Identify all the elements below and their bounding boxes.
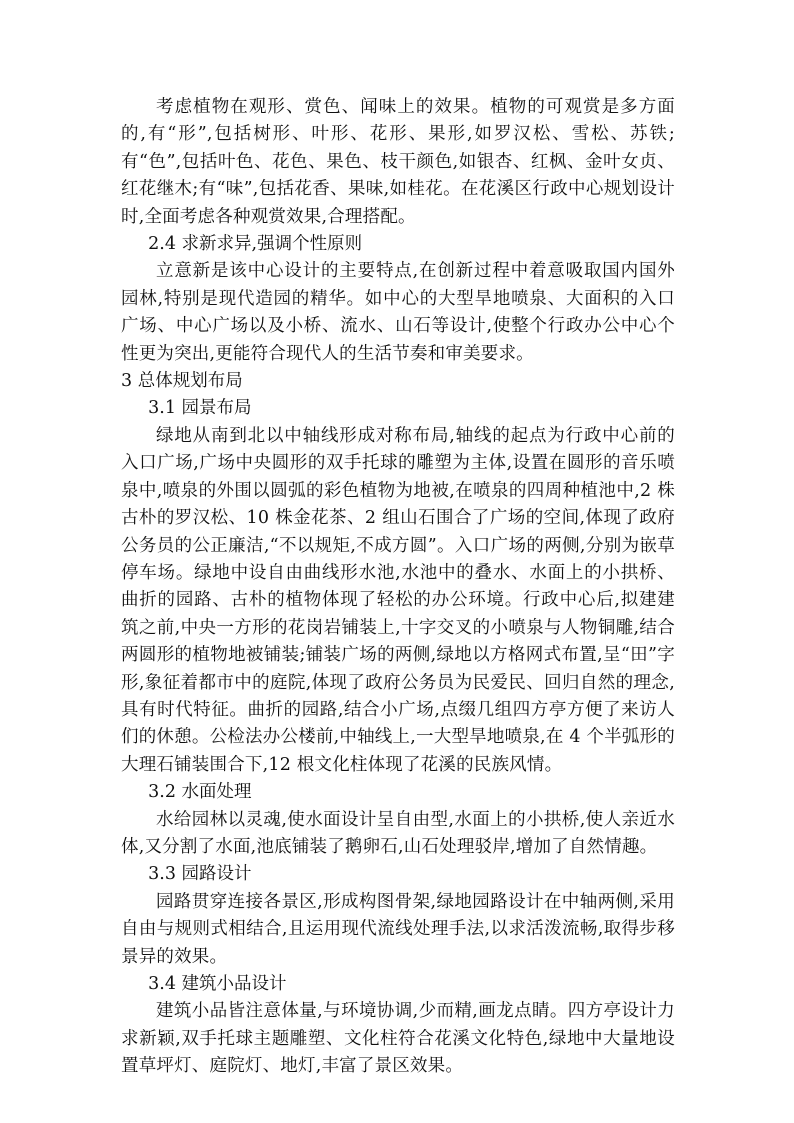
heading-3-overall-layout: 3 总体规划布局	[121, 371, 243, 392]
paragraph-innovation: 立意新是该中心设计的主要特点,在创新过程中着意吸取国内国外园林,特别是现代造园的精华。如中心的大型旱地喷泉、大面积的入口广场、中心广场以及小桥、流水、山石等设计,使整个行政办公中心个性更为突出,更能符合现代人的生活节奏和审美要求。	[121, 261, 675, 364]
paragraph-paths: 园路贯穿连接各景区,形成构图骨架,绿地园路设计在中轴两侧,采用自由与规则式相结合,且运用现代流线处理手法,以求活泼流畅,取得步移景异的效果。	[121, 891, 675, 967]
heading-3-2-water: 3.2 水面处理	[148, 782, 252, 803]
heading-2-4-innovation: 2.4 求新求异,强调个性原则	[148, 234, 363, 255]
heading-3-1-garden-layout: 3.1 园景布局	[148, 398, 252, 419]
paragraph-plant-viewing: 考虑植物在观形、赏色、闻味上的效果。植物的可观赏是多方面的,有“形”,包括树形、叶形、花形、果形,如罗汉松、雪松、苏铁;有“色”,包括叶色、花色、果色、枝干颜色,如银杏、红枫、金叶女贞、红花继木;有“味”,包括花香、果味,如桂花。在花溪区行政中心规划设计时,全面考虑各种观赏效果,合理搭配。	[121, 97, 675, 227]
paragraph-garden-layout: 绿地从南到北以中轴线形成对称布局,轴线的起点为行政中心前的入口广场,广场中央圆形的双手托球的雕塑为主体,设置在圆形的音乐喷泉中,喷泉的外围以圆弧的彩色植物为地被,在喷泉的四周种植池中,2 株古朴的罗汉松、10 株金花茶、2 组山石围合了广场的空间,体现了政府公务员的公正廉洁,“不以规矩,不成方圆”。入口广场的两侧,分别为嵌草停车场。绿地中设自由曲线形水池,水池中的叠水、水面上的小拱桥、曲折的园路、古朴的植物体现了轻松的办公环境。行政中心后,拟建建筑之前,中央一方形的花岗岩铺装上,十字交叉的小喷泉与人物铜雕,结合两圆形的植物地被铺装;铺装广场的两侧,绿地以方格网式布置,呈“田”字形,象征着都市中的庭院,体现了政府公务员为民爱民、回归自然的理念,具有时代特征。曲折的园路,结合小广场,点缀几组四方亭方便了来访人们的休憩。公检法办公楼前,中轴线上,一大型旱地喷泉,在 4 个半弧形的大理石铺装围合下,12 根文化柱体现了花溪的民族风情。	[121, 425, 675, 775]
paragraph-architecture: 建筑小品皆注意体量,与环境协调,少而精,画龙点睛。四方亭设计力求新颖,双手托球主题雕塑、文化柱符合花溪文化特色,绿地中大量地设置草坪灯、庭院灯、地灯,丰富了景区效果。	[121, 1001, 675, 1077]
paragraph-water: 水给园林以灵魂,使水面设计呈自由型,水面上的小拱桥,使人亲近水体,又分割了水面,池底铺装了鹅卵石,山石处理驳岸,增加了自然情趣。	[121, 809, 675, 857]
heading-3-4-architecture: 3.4 建筑小品设计	[148, 974, 287, 994]
heading-3-3-paths: 3.3 园路设计	[148, 864, 252, 885]
document-page	[121, 94, 675, 1081]
